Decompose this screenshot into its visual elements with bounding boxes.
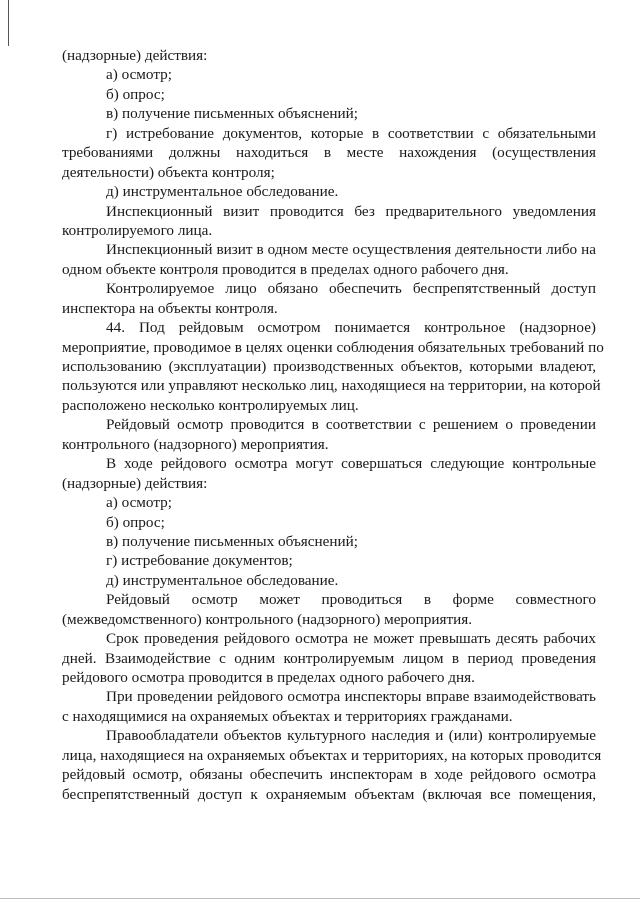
paragraph-line: При проведении рейдового осмотра инспекторы вправе взаимодействовать	[106, 688, 596, 706]
paragraph-line: Правообладатели объектов культурного наследия и (или) контролируемые	[106, 727, 596, 745]
text-line: с находящимися на охраняемых объектах и территориях гражданами.	[62, 707, 513, 725]
text-line: инспектора на объекты контроля.	[62, 299, 278, 317]
scan-edge-mark	[8, 0, 9, 46]
list-item: а) осмотр;	[106, 66, 172, 84]
paragraph-line: Рейдовый осмотр проводится в соответствии с решением о проведении	[106, 416, 596, 434]
text-line: (надзорные) действия:	[62, 47, 208, 64]
text-line: расположено несколько контролируемых лиц.	[62, 396, 359, 414]
list-item: в) получение письменных объяснений;	[106, 532, 359, 550]
text-line: дней. Взаимодействие с одним контролируемым лицом в период проведения	[62, 649, 596, 667]
text-line: контрольного (надзорного) мероприятия.	[62, 435, 329, 453]
list-item: д) инструментальное обследование.	[106, 183, 339, 201]
paragraph-line: Инспекционный визит в одном месте осуществления деятельности либо на	[106, 241, 596, 259]
text-line: рейдовый осмотр, обязаны обеспечить инспекторам в ходе рейдового осмотра	[62, 766, 596, 784]
list-item: г) истребование документов, которые в соответствии с обязательными	[106, 124, 596, 142]
text-line: (межведомственного) контрольного (надзорного) мероприятия.	[62, 610, 473, 628]
list-item: д) инструментальное обследование.	[106, 571, 339, 589]
text-line: одном объекте контроля проводится в пределах одного рабочего дня.	[62, 260, 509, 278]
text-line: лица, находящиеся на охраняемых объектах и территориях, на которых проводится	[62, 746, 602, 764]
paragraph-line: Рейдовый осмотр может проводиться в форме совместного	[106, 591, 596, 609]
list-item: г) истребование документов;	[106, 552, 293, 570]
section-44-start: 44. Под рейдовым осмотром понимается контрольное (надзорное)	[106, 319, 596, 337]
text-line: требованиями должны находиться в месте нахождения (осуществления	[62, 144, 596, 162]
list-item: в) получение письменных объяснений;	[106, 105, 359, 123]
list-item: б) опрос;	[106, 85, 165, 103]
paragraph-line: В ходе рейдового осмотра могут совершаться следующие контрольные	[106, 455, 596, 473]
text-line: использованию (эксплуатации) производственных объектов, которыми владеют,	[62, 358, 596, 375]
text-line: беспрепятственный доступ к охраняемым объектам (включая все помещения,	[62, 785, 596, 803]
paragraph-line: Срок проведения рейдового осмотра не может превышать десять рабочих	[106, 630, 596, 648]
paragraph-line: Инспекционный визит проводится без предварительного уведомления	[106, 202, 596, 220]
list-item: б) опрос;	[106, 513, 165, 531]
text-line: рейдового осмотра проводится в пределах одного рабочего дня.	[62, 669, 475, 686]
paragraph-line: Контролируемое лицо обязано обеспечить беспрепятственный доступ	[106, 280, 596, 298]
page-bottom-edge	[0, 898, 640, 899]
text-line: контролируемого лица.	[62, 221, 213, 239]
text-line: деятельности) объекта контроля;	[62, 163, 275, 181]
text-line: (надзорные) действия:	[62, 474, 208, 492]
text-line: мероприятие, проводимое в целях оценки соблюдения обязательных требований по	[62, 338, 604, 356]
text-line: пользуются или управляют несколько лиц, находящиеся на территории, на которой	[62, 377, 601, 395]
list-item: а) осмотр;	[106, 494, 172, 512]
